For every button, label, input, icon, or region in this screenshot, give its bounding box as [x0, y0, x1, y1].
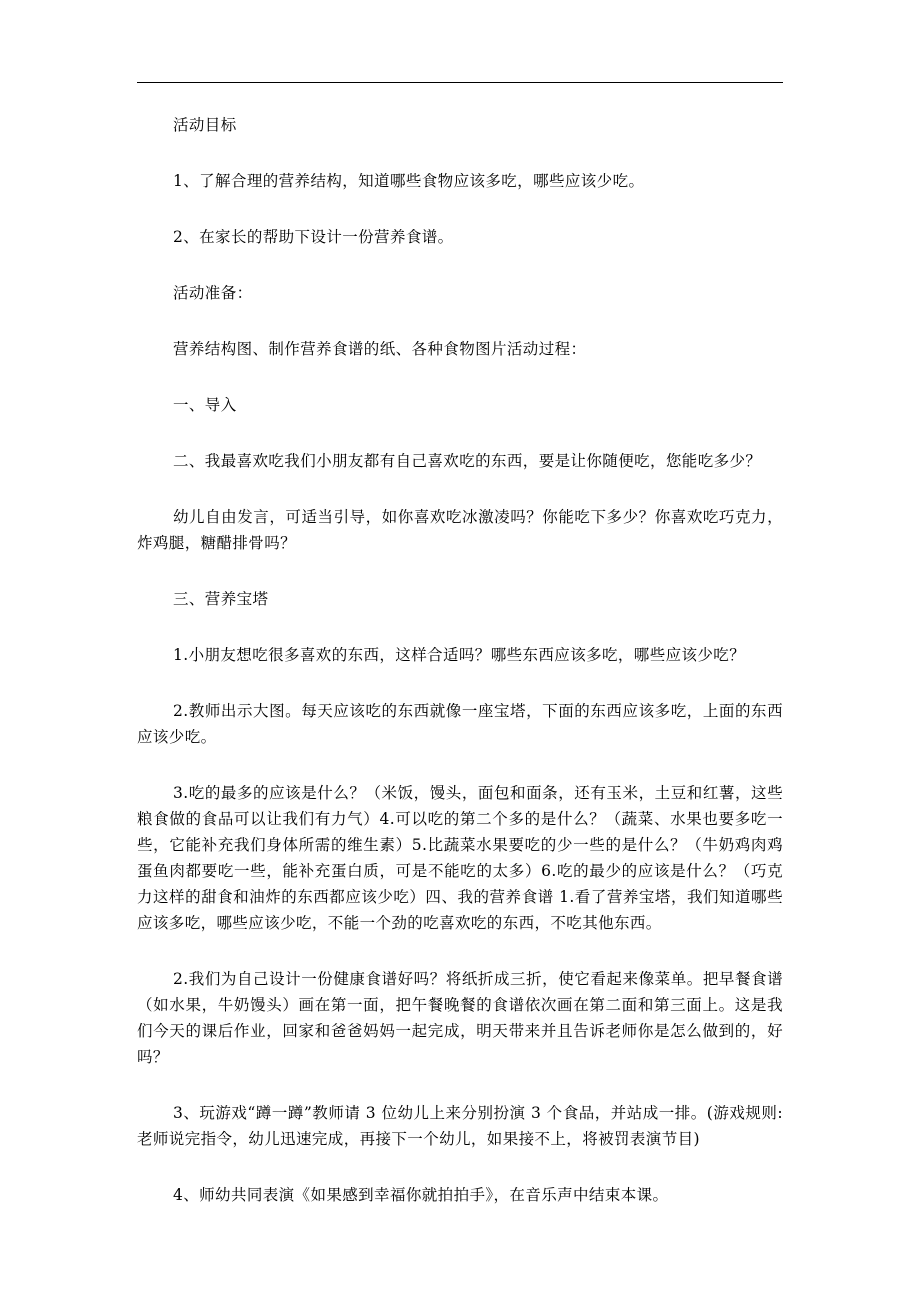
game-squat-paragraph: 3、玩游戏“蹲一蹲”教师请 3 位幼儿上来分别扮演 3 个食品，并站成一排。(游戏规则:老师说完指令，幼儿迅速完成，再接下一个幼儿，如果接不上，将被罚表演节目)	[137, 1104, 783, 1148]
section-nutrition-pyramid: 三、营养宝塔	[173, 590, 269, 608]
pyramid-step-3-to-6: 3.吃的最多的应该是什么？（米饭，馒头，面包和面条，还有玉米，土豆和红薯，这些粮食做的食品可以让我们有力气）4.可以吃的第二个多的是什么？（蔬菜、水果也要多吃一些，它能补充我们身体所需的维生素）5.比蔬菜水果要吃的少一些的是什么？（牛奶鸡肉鸡蛋鱼肉都要吃一些，能补充蛋白质，可是不能吃的太多）6.吃的最少的应该是什么？（巧克力这样的甜食和油炸的东西都应该少吃）四、我的营养食谱 1.看了营养宝塔，我们知道哪些应该多吃，哪些应该少吃，不能一个劲的吃喜欢吃的东西，不吃其他东西。	[137, 784, 783, 932]
section-favorite-food: 二、我最喜欢吃我们小朋友都有自己喜欢吃的东西，要是让你随便吃，您能吃多少？	[173, 452, 762, 470]
closing-performance-paragraph: 4、师幼共同表演《如果感到幸福你就拍拍手》，在音乐声中结束本课。	[173, 1186, 669, 1204]
pyramid-step-2: 2.教师出示大图。每天应该吃的东西就像一座宝塔，下面的东西应该多吃，上面的东西应该少吃。	[137, 702, 783, 746]
goal-item-2: 2、在家长的帮助下设计一份营养食谱。	[173, 228, 454, 246]
recipe-step-2: 2.我们为自己设计一份健康食谱好吗？将纸折成三折，使它看起来像菜单。把早餐食谱（如水果，牛奶馒头）画在第一面，把午餐晚餐的食谱依次画在第二面和第三面上。这是我们今天的课后作业，回家和爸爸妈妈一起完成，明天带来并且告诉老师你是怎么做到的，好吗？	[137, 970, 783, 1066]
preparation-materials: 营养结构图、制作营养食谱的纸、各种食物图片活动过程：	[173, 340, 587, 358]
heading-activity-goals: 活动目标	[173, 116, 237, 134]
header-rule	[137, 82, 783, 83]
heading-activity-preparation: 活动准备：	[173, 284, 253, 302]
pyramid-step-1: 1.小朋友想吃很多喜欢的东西，这样合适吗？哪些东西应该多吃，哪些应该少吃？	[173, 646, 746, 664]
goal-item-1: 1、了解合理的营养结构，知道哪些食物应该多吃，哪些应该少吃。	[173, 172, 645, 190]
document-body	[137, 112, 783, 1238]
section-introduction: 一、导入	[173, 396, 237, 414]
free-discussion-paragraph: 幼儿自由发言，可适当引导，如你喜欢吃冰激凌吗？你能吃下多少？你喜欢吃巧克力，炸鸡腿，糖醋排骨吗？	[137, 508, 783, 552]
